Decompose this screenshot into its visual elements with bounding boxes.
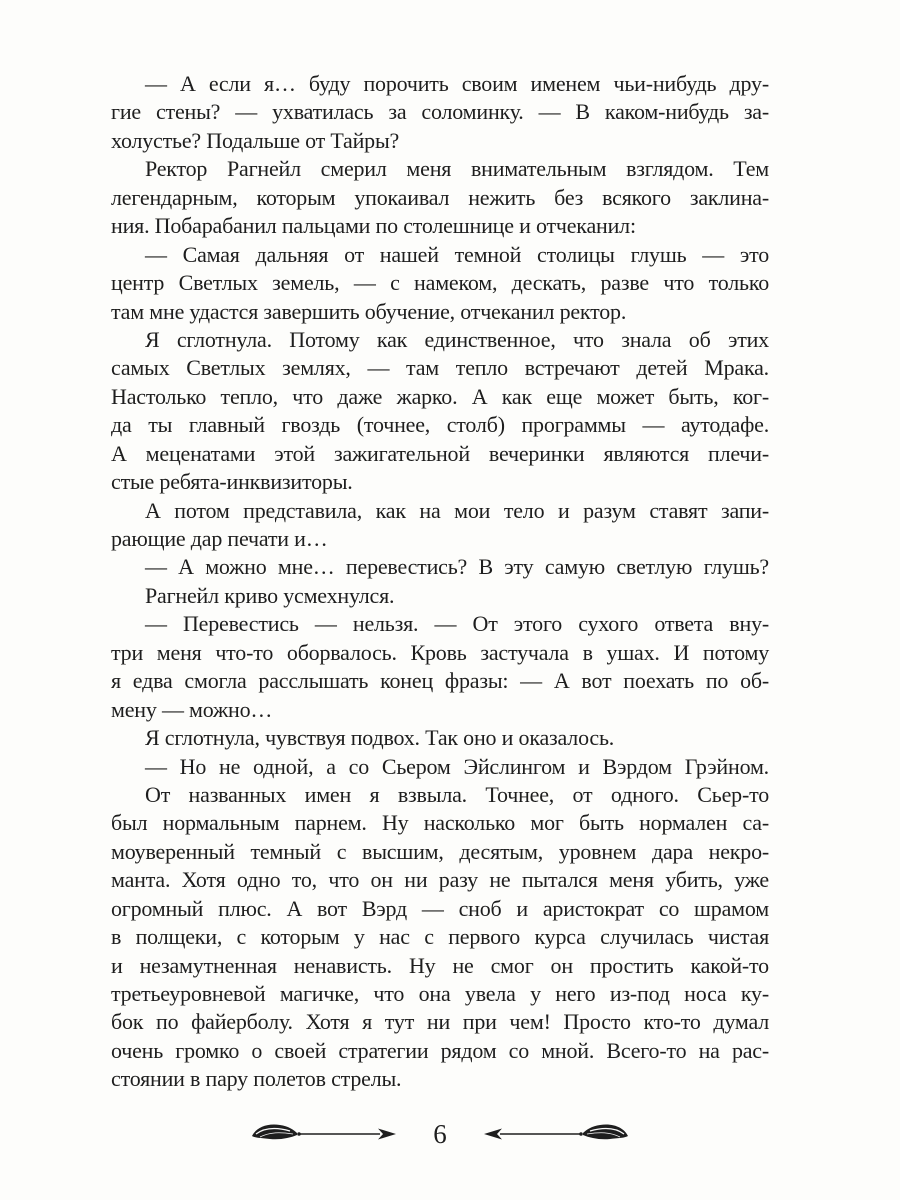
text-line: да ты главный гвоздь (точнее, столб) программы — аутодафе. [111, 412, 769, 438]
text-line: стые ребята-инквизиторы. [111, 469, 353, 495]
text-line: бок по файерболу. Хотя я тут ни при чем! Просто кто-то думал [111, 1009, 769, 1035]
text-line: Я сглотнула. Потому как единственное, что знала об этих [145, 326, 769, 352]
text-line: От названных имен я взвыла. Точнее, от одного. Сьер-то [145, 781, 769, 807]
text-line: я едва смогла расслышать конец фразы: — А вот поехать по об- [111, 668, 769, 694]
page-footer [111, 1112, 769, 1156]
text-line: — Но не одной, а со Сьером Эйслингом и Вэрдом Грэйном. [145, 753, 769, 779]
text-line: манта. Хотя одно то, что он ни разу не пытался меня убить, уже [111, 867, 769, 893]
text-line: огромный плюс. А вот Вэрд — сноб и аристократ со шрамом [111, 895, 769, 921]
text-line: третьеуровневой магичке, что она увела у него из-под носа ку- [111, 981, 769, 1006]
text-line: там мне удастся завершить обучение, отчеканил ректор. [111, 298, 627, 324]
text-line: Ректор Рагнейл смерил меня внимательным взглядом. Тем [145, 156, 769, 182]
page-number: 6 [433, 1119, 447, 1149]
text-line: мену — можно… [111, 696, 273, 722]
text-line: ния. Побарабанил пальцами по столешнице и отчеканил: [111, 213, 636, 239]
text-line: центр Светлых земель, — с намеком, дескать, разве что только [111, 270, 769, 296]
text-line: и незамутненная ненависть. Ну не смог он простить какой-то [111, 952, 769, 978]
text-line: в полщеки, с которым у нас с первого курса случилась чистая [111, 924, 769, 950]
text-line: рающие дар печати и… [111, 526, 328, 551]
text-line: три меня что-то оборвалось. Кровь застучала в ушах. И потому [111, 639, 769, 665]
body-text [111, 70, 769, 1094]
text-line: — Перевестись — нельзя. — От этого сухого ответа вну- [145, 611, 769, 637]
text-line: А меценатами этой зажигательной вечеринки являются плечи- [111, 440, 769, 466]
text-line: стоянии в пару полетов стрелы. [111, 1066, 402, 1092]
text-line: — Самая дальняя от нашей темной столицы глушь — это [145, 241, 769, 267]
text-line: легендарным, которым упокаивал нежить без всякого заклина- [111, 184, 769, 210]
text-line: Я сглотнула, чувствуя подвох. Так оно и оказалось. [145, 725, 615, 751]
text-line: — А можно мне… перевестись? В эту самую светлую глушь? [145, 554, 769, 580]
text-line: очень громко о своей стратегии рядом со мной. Всего-то на рас- [111, 1037, 769, 1063]
text-line: Настолько тепло, что даже жарко. А как еще может быть, ког- [111, 383, 769, 409]
text-line: гие стены? — ухватилась за соломинку. — В каком-нибудь за- [111, 99, 769, 125]
feather-arrow-left-icon [480, 1119, 630, 1149]
feather-arrow-right-icon [250, 1119, 400, 1149]
text-line: самых Светлых землях, — там тепло встречают детей Мрака. [111, 355, 769, 381]
text-line: был нормальным парнем. Ну насколько мог быть нормален са- [111, 810, 769, 836]
text-line: А потом представила, как на мои тело и разум ставят запи- [145, 497, 769, 523]
text-line: холустье? Подальше от Тайры? [111, 127, 400, 153]
text-line: моуверенный темный с высшим, десятым, уровнем дара некро- [111, 838, 769, 864]
text-line: — А если я… буду порочить своим именем чьи-нибудь дру- [145, 71, 769, 96]
text-line: Рагнейл криво усмехнулся. [145, 582, 395, 608]
